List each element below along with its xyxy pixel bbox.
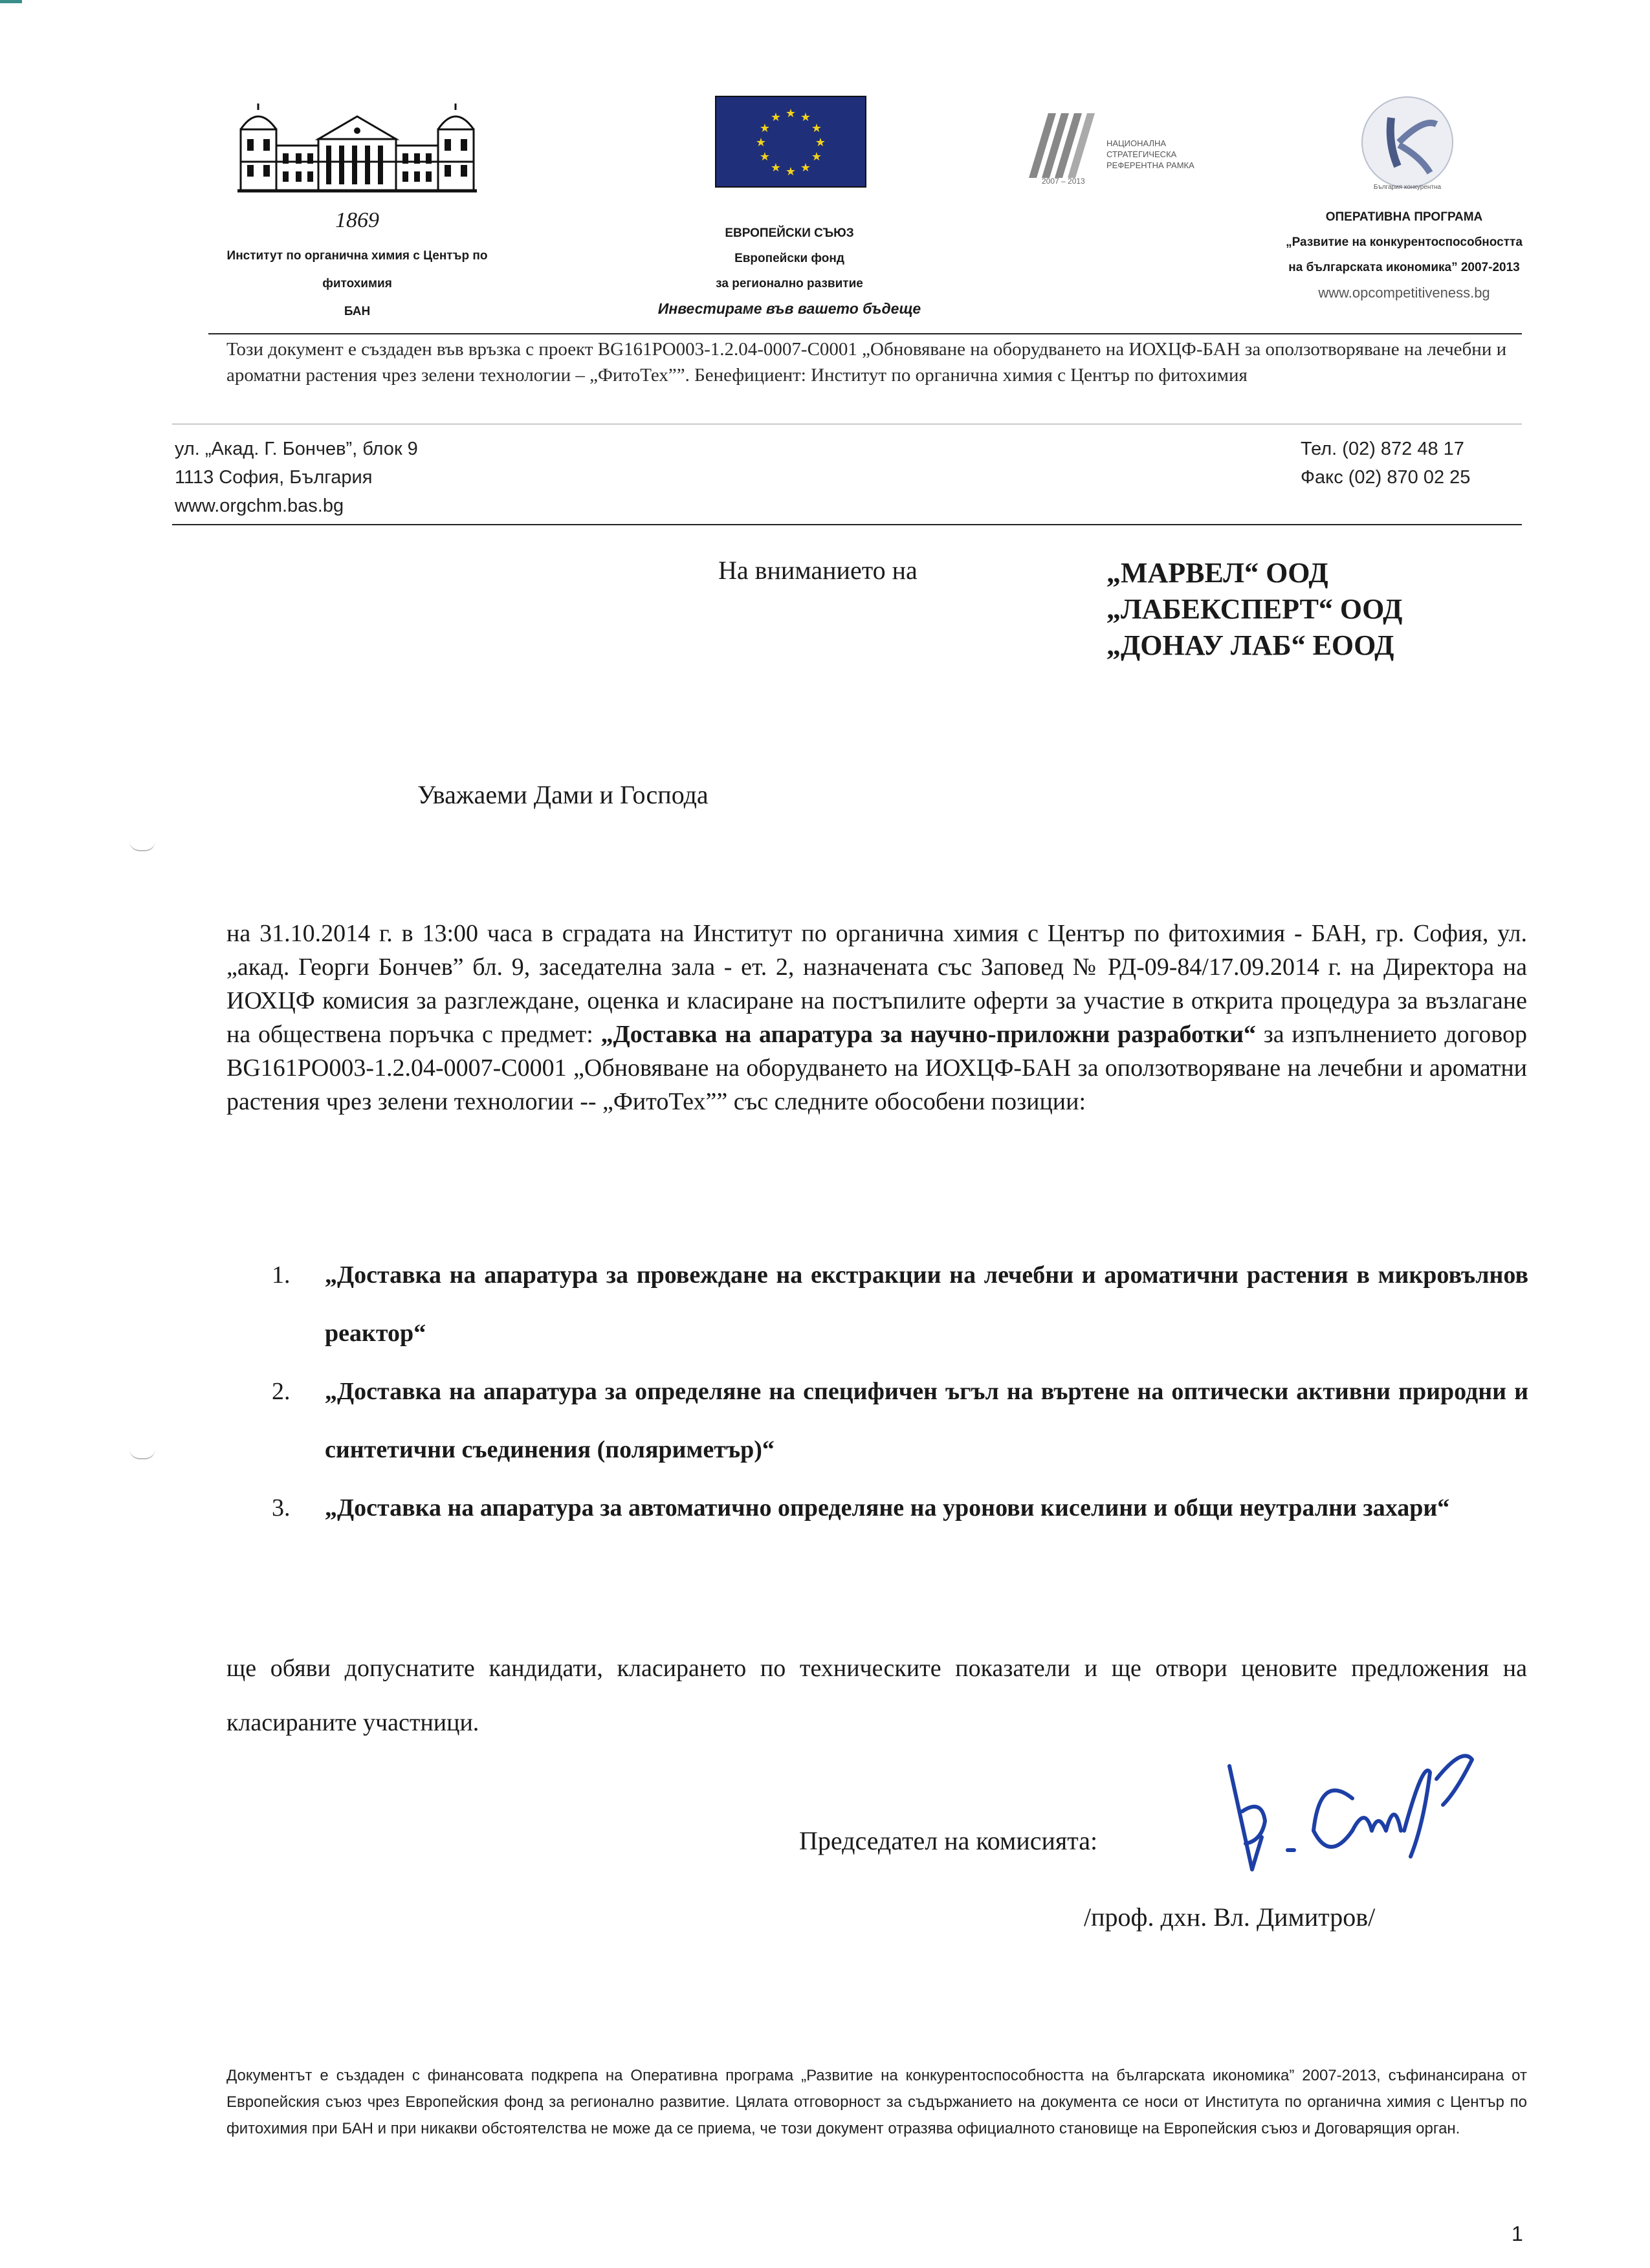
body-p1-subject: „Доставка на апаратура за научно-приложни разработки“ xyxy=(600,1021,1256,1048)
footer-disclaimer: Документът е създаден с финансовата подкрепа на Оперативна програма „Развитие на конкурентоспособността на българската икономика” 2007-2013, съфинансирана от Европейския съюз чрез Европейския фонд за регионално развитие. Цялата отговорност за съдържанието на документа се носи от Института по органична химия с Център по фитохимия при БАН и при никакви обстоятелства не може да се приема, че този документ отразява официалното становище на Европейския съюз и Договарящия орган. xyxy=(226,2067,1527,2137)
eu-slogan: Инвестираме във вашето бъдеще xyxy=(657,300,921,317)
op-caption xyxy=(1242,207,1566,303)
recipient-item: „ДОНАУ ЛАБ“ ЕООД xyxy=(1106,629,1394,661)
corner-mark xyxy=(0,0,22,3)
nsrf-logo xyxy=(1022,107,1204,184)
positions-list xyxy=(272,1246,1528,1537)
svg-text:★: ★ xyxy=(800,161,811,175)
eu-stars-icon xyxy=(716,97,865,186)
svg-text:★: ★ xyxy=(759,150,771,164)
op-line2: на българската икономика” 2007-2013 xyxy=(1288,261,1520,274)
nsrf-line3: РЕФЕРЕНТНА РАМКА xyxy=(1106,160,1194,170)
position-item xyxy=(272,1362,1528,1479)
position-number: 3. xyxy=(272,1494,291,1521)
nsrf-years: 2007 – 2013 xyxy=(1042,177,1085,186)
address-fax: Факс (02) 870 02 25 xyxy=(1301,467,1471,488)
svg-text:★: ★ xyxy=(811,122,822,135)
svg-text:★: ★ xyxy=(770,161,782,175)
address-web: www.orgchm.bas.bg xyxy=(175,496,344,516)
body-p1-start: на 31.10.2014 г. в 13:00 часа в сградата на Институт по органична химия с Център по фитохимия - БАН, гр. София, ул. „акад. Георги Бончев” бл. 9, заседателна зала - ет. 2, назначената със Заповед № РД-09-84/17.09.2014 г. на Директора на ИОХЦФ комисия за разглеждане, оценка и класиране на постъпилите оферти за участие в открита процедура за възлагане на обществена поръчка с предмет: xyxy=(226,920,1527,1048)
eu-caption xyxy=(628,223,951,319)
svg-text:★: ★ xyxy=(759,122,771,135)
position-text: „Доставка на апаратура за определяне на специфичен ъгъл на въртене на оптически активни природни и синтетични съединения (поляриметър)“ xyxy=(325,1378,1528,1463)
signature-name: /проф. дхн. Вл. Димитров/ xyxy=(1084,1903,1376,1932)
k-swirl-icon xyxy=(1352,92,1462,195)
op-title: ОПЕРАТИВНА ПРОГРАМА xyxy=(1325,210,1483,224)
recipient-item: „ЛАБЕКСПЕРТ“ ООД xyxy=(1106,593,1403,625)
svg-text:★: ★ xyxy=(770,111,782,124)
institute-name xyxy=(181,246,533,322)
handwritten-signature-icon xyxy=(1216,1734,1488,1876)
institute-logo xyxy=(234,100,480,197)
op-line1: „Развитие на конкурентоспособността xyxy=(1286,235,1523,249)
signature-scribble xyxy=(1216,1734,1488,1876)
scan-mark xyxy=(129,1449,155,1459)
position-text: „Доставка на апаратура за провеждане на екстракции на лечебни и ароматични растения в микровълнов реактор“ xyxy=(325,1261,1528,1347)
recipients-list xyxy=(1106,555,1559,664)
op-url: www.opcompetitiveness.bg xyxy=(1318,285,1490,301)
nsrf-line1: НАЦИОНАЛНА xyxy=(1106,138,1167,148)
eu-caption-line2: Европейски фонд xyxy=(734,252,844,265)
nsrf-line2: СТРАТЕГИЧЕСКА xyxy=(1106,149,1177,159)
position-item xyxy=(272,1479,1528,1537)
attention-label: На вниманието на xyxy=(718,556,918,585)
nsrf-stripes-icon xyxy=(1022,107,1106,184)
address-city: 1113 София, България xyxy=(175,467,373,488)
institute-name-line1: Институт по органична химия с Център по xyxy=(226,249,488,263)
op-logo xyxy=(1352,92,1462,195)
position-number: 1. xyxy=(272,1261,291,1289)
header-divider xyxy=(208,333,1522,334)
svg-text:★: ★ xyxy=(800,111,811,124)
svg-text:★: ★ xyxy=(785,165,797,179)
svg-text:★: ★ xyxy=(815,136,826,149)
institute-name-line3: БАН xyxy=(344,305,371,318)
body-paragraph-1 xyxy=(226,917,1527,1118)
greeting: Уважаеми Дами и Господа xyxy=(417,780,709,809)
svg-text:★: ★ xyxy=(785,107,797,120)
nsrf-text xyxy=(1106,138,1210,171)
body-paragraph-2: ще обяви допуснатите кандидати, класирането по техническите показатели и ще отвори ценовите предложения на класираните участници. xyxy=(226,1655,1527,1736)
signature-role: Председател на комисията: xyxy=(799,1826,1098,1855)
address-bottom-divider xyxy=(172,524,1522,525)
address-phone: Тел. (02) 872 48 17 xyxy=(1301,439,1464,459)
address-street: ул. „Акад. Г. Бончев”, блок 9 xyxy=(175,439,418,459)
position-number: 2. xyxy=(272,1378,291,1405)
body-p1-end: за изпълнението договор BG161PO003-1.2.04-0007-C0001 „Обновяване на оборудването на ИОХЦФ-БАН за оползотворяване на лечебни и ароматни растения чрез зелени технологии -- „ФитоТех”” със следните обособени позиции: xyxy=(226,1021,1527,1115)
recipient-item: „МАРВЕЛ“ ООД xyxy=(1106,557,1328,589)
position-item xyxy=(272,1246,1528,1362)
position-text: „Доставка на апаратура за автоматично определяне на уронови киселини и общи неутрални захари“ xyxy=(325,1494,1450,1521)
svg-text:★: ★ xyxy=(811,150,822,164)
scan-mark xyxy=(129,841,155,851)
address-right xyxy=(1301,435,1559,492)
op-badge-text: България конкурентна xyxy=(1373,184,1442,191)
project-note: Този документ е създаден във връзка с проект BG161PO003-1.2.04-0007-C0001 „Обновяване на оборудването на ИОХЦФ-БАН за оползотворяване на лечебни и ароматни растения чрез зелени технологии – „ФитоТех””. Бенефициент: Институт по органична химия с Център по фитохимия xyxy=(226,339,1507,386)
eu-caption-line1: ЕВРОПЕЙСКИ СЪЮЗ xyxy=(725,226,854,240)
svg-text:★: ★ xyxy=(755,136,767,149)
eu-caption-line3: за регионално развитие xyxy=(716,277,863,290)
institute-year: 1869 xyxy=(335,208,379,232)
page-number: 1 xyxy=(1512,2222,1523,2245)
eu-flag xyxy=(715,96,866,188)
address-left xyxy=(175,435,757,520)
building-icon xyxy=(234,100,480,197)
institute-name-line2: фитохимия xyxy=(322,277,392,290)
